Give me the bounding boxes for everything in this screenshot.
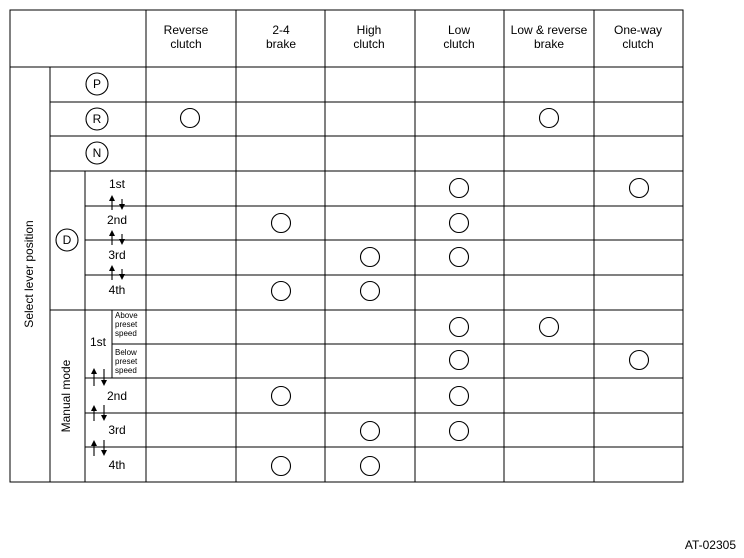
- engaged-circle-icon: [181, 109, 200, 128]
- header-line1: High: [356, 23, 382, 37]
- manual-mode-label: Manual mode: [59, 359, 73, 433]
- engaged-circle-icon: [450, 422, 469, 441]
- header-line1: Low & reverse: [510, 23, 588, 37]
- header-line2: clutch: [170, 37, 202, 51]
- svg-text:Above: Above: [115, 311, 138, 320]
- engaged-circle-icon: [361, 248, 380, 267]
- gear-label-manual-1st: 1st: [89, 335, 107, 349]
- gear-label-4th: 4th: [108, 283, 126, 297]
- column-header-high-clutch: [353, 23, 384, 51]
- gear-label-1st: 1st: [108, 177, 126, 191]
- engaged-circle-icon: [630, 351, 649, 370]
- gear-label-3rd: 3rd: [108, 248, 126, 262]
- header-line2: clutch: [622, 37, 654, 51]
- position-n: [86, 142, 108, 164]
- engaged-circle-icon: [272, 457, 291, 476]
- position-letter: P: [92, 77, 102, 91]
- engaged-circle-icon: [540, 318, 559, 337]
- gear-label-manual-4th: 4th: [108, 458, 126, 472]
- engaged-circle-icon: [450, 351, 469, 370]
- header-line1: One-way: [613, 23, 663, 37]
- position-r: [86, 108, 108, 130]
- engaged-circle-icon: [272, 214, 291, 233]
- position-letter: N: [92, 146, 102, 160]
- svg-text:speed: speed: [115, 329, 137, 338]
- updown-arrow-icon: [109, 195, 125, 210]
- updown-arrow-icon: [91, 368, 107, 386]
- updown-arrow-icon: [109, 265, 125, 280]
- column-header-reverse-clutch: [164, 23, 209, 51]
- updown-arrow-icon: [109, 230, 125, 245]
- svg-text:preset: preset: [115, 320, 138, 329]
- engaged-circle-icon: [450, 179, 469, 198]
- header-line1: 2-4: [272, 23, 290, 37]
- select-lever-position-label: Select lever position: [22, 220, 36, 328]
- header-line1: Low: [447, 23, 471, 37]
- updown-arrow-icon: [91, 440, 107, 456]
- engaged-circle-icon: [450, 318, 469, 337]
- gear-label-2nd: 2nd: [106, 213, 128, 227]
- engaged-circle-icon: [630, 179, 649, 198]
- engaged-circle-icon: [450, 248, 469, 267]
- position-p: [86, 73, 108, 95]
- svg-text:speed: speed: [115, 366, 137, 375]
- column-header-2-4-brake: [266, 23, 296, 51]
- engaged-circle-icon: [540, 109, 559, 128]
- column-header-low-reverse-brake: [511, 23, 588, 51]
- figure-id: AT-02305: [684, 538, 736, 552]
- table-border: [10, 10, 683, 482]
- svg-text:preset: preset: [115, 357, 138, 366]
- engaged-circle-icon: [450, 214, 469, 233]
- position-d: [56, 229, 78, 251]
- engaged-circle-icon: [361, 457, 380, 476]
- header-line2: brake: [265, 37, 297, 51]
- position-letter: D: [62, 233, 72, 247]
- gear-label-manual-2nd: 2nd: [106, 389, 128, 403]
- above-preset-speed-label: [115, 311, 138, 338]
- below-preset-speed-label: [115, 348, 138, 375]
- engaged-circle-icon: [361, 422, 380, 441]
- engaged-circle-icon: [272, 282, 291, 301]
- header-line2: clutch: [353, 37, 385, 51]
- position-letter: R: [92, 112, 102, 126]
- column-header-low-clutch: [443, 23, 474, 51]
- engaged-circle-icon: [361, 282, 380, 301]
- header-line2: brake: [533, 37, 565, 51]
- gear-label-manual-3rd: 3rd: [108, 423, 126, 437]
- engaged-circle-icon: [450, 387, 469, 406]
- header-line2: clutch: [443, 37, 475, 51]
- column-header-one-way-clutch: [614, 23, 662, 51]
- engaged-circle-icon: [272, 387, 291, 406]
- header-line1: Reverse: [163, 23, 209, 37]
- table-grid: [10, 10, 683, 482]
- svg-text:Below: Below: [115, 348, 137, 357]
